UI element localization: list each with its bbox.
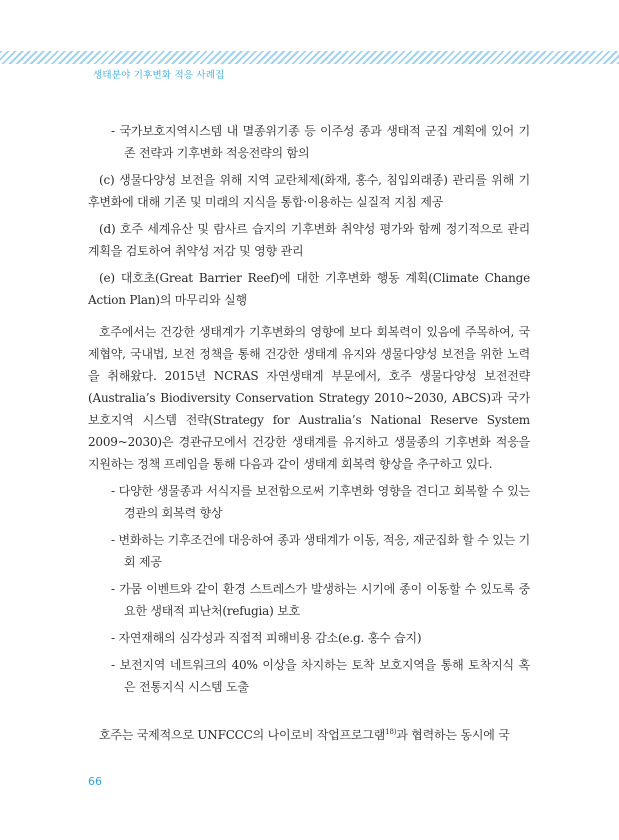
list-item: - 보전지역 네트워크의 40% 이상을 차지하는 토착 보호지역을 통해 토착지식 혹은 전통지식 시스템 도출 [111, 658, 530, 694]
list-item: - 자연재해의 심각성과 직접적 피해비용 감소(e.g. 홍수 습지) [111, 631, 422, 645]
list-item: - 다양한 생물종과 서식지를 보전함으로써 기후변화 영향을 견디고 회복할 수 있는 경관의 회복력 향상 [111, 484, 530, 520]
closing-paragraph [88, 724, 530, 746]
item-e: (e) 대호초(Great Barrier Reef)에 대한 기후변화 행동 계획(Climate Change Action Plan)의 마무리와 실행 [88, 271, 530, 307]
list-item: - 변화하는 기후조건에 대응하여 종과 생태계가 이동, 적응, 재군집화 할 수 있는 기회 제공 [111, 533, 531, 569]
footnote-ref[interactable]: 18) [385, 728, 397, 736]
item-c: (c) 생물다양성 보전을 위해 지역 교란체제(화재, 홍수, 침입외래종) 관리를 위해 기후변화에 대해 기존 및 미래의 지식을 통합·이용하는 실질적 지침 제공 [88, 173, 530, 209]
page-body [88, 120, 530, 746]
closing-text-start: 호주는 국제적으로 UNFCCC의 나이로비 작업프로그램 [99, 728, 386, 742]
main-paragraph: 호주에서는 건강한 생태계가 기후변화의 영향에 보다 회복력이 있음에 주목하여, 국제협약, 국내법, 보전 정책을 통해 건강한 생태계 유지와 생물다양성 보전을 위한 노력을 취해왔다. 2015년 NCRAS 자연생태계 부문에서, 호주 생물다양성 보전전략(Australia’s Biodiversity Conservation Strategy 2010~2030, ABCS)과 국가보호지역 시스템 전략(Strategy for Australia’s National Reserve System 2009~2030)은 경관규모에서 건강한 생태계를 유지하고 생물종의 기후변화 적응을 지원하는 정책 프레임을 통해 다음과 같이 생태계 회복력 향상을 추구하고 있다. [88, 325, 530, 471]
list-item: - 가뭄 이벤트와 같이 환경 스트레스가 발생하는 시기에 종이 이동할 수 있도록 중요한 생태적 피난처(refugia) 보호 [111, 582, 530, 618]
running-header: 생태분야 기후변화 적응 사례집 [93, 70, 225, 81]
bullet-national-reserve: - 국가보호지역시스템 내 멸종위기종 등 이주성 종과 생태적 군집 계획에 있어 기존 전략과 기후변화 적응전략의 함의 [111, 124, 530, 160]
page-number: 66 [88, 775, 102, 788]
header-stripe [0, 51, 619, 64]
item-d: (d) 호주 세계유산 및 람사르 습지의 기후변화 취약성 평가와 함께 정기적으로 관리계획을 검토하여 취약성 저감 및 영향 관리 [88, 222, 530, 258]
closing-text-end: 과 협력하는 동시에 국 [396, 728, 510, 742]
